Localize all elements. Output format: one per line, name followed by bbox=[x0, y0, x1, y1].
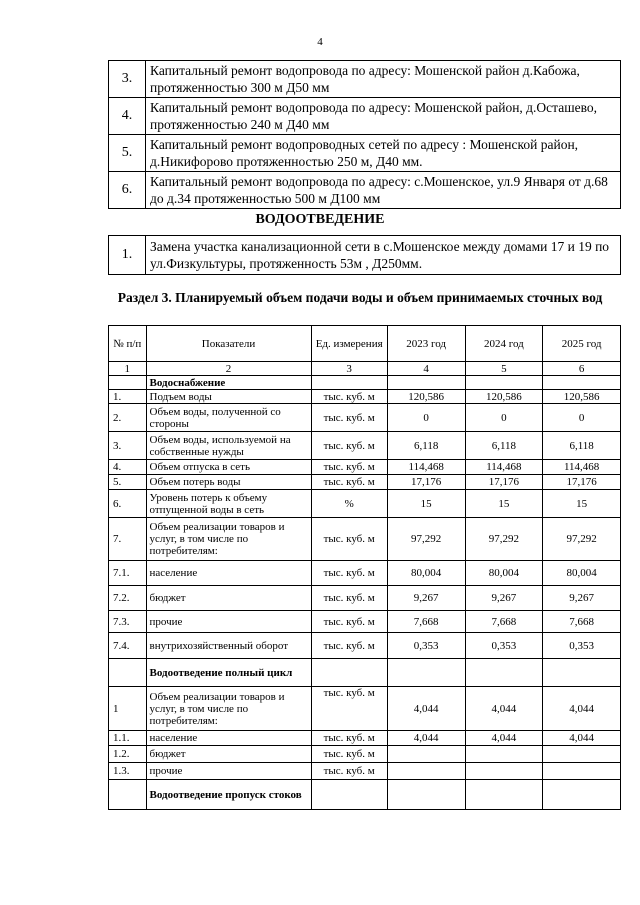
row-number: 3. bbox=[109, 61, 146, 98]
header-2025: 2025 год bbox=[543, 326, 621, 362]
drainage-works-table bbox=[108, 235, 621, 275]
unit: тыс. куб. м bbox=[311, 404, 387, 432]
table-row bbox=[109, 611, 621, 633]
value-2025: 0,353 bbox=[543, 633, 621, 659]
row-number bbox=[109, 780, 147, 810]
value-2023: 114,468 bbox=[387, 460, 465, 475]
value-2023 bbox=[387, 763, 465, 780]
row-number: 2. bbox=[109, 404, 147, 432]
unit: тыс. куб. м bbox=[311, 390, 387, 404]
unit: тыс. куб. м bbox=[311, 731, 387, 746]
value-2025: 120,586 bbox=[543, 390, 621, 404]
value-2024: 17,176 bbox=[465, 475, 543, 490]
row-number: 6. bbox=[109, 490, 147, 518]
table-row bbox=[109, 376, 621, 390]
row-number: 4. bbox=[109, 460, 147, 475]
table-row bbox=[109, 633, 621, 659]
unit: тыс. куб. м bbox=[311, 432, 387, 460]
value-2025: 4,044 bbox=[543, 687, 621, 731]
unit: % bbox=[311, 490, 387, 518]
value-2025: 7,668 bbox=[543, 611, 621, 633]
unit bbox=[311, 376, 387, 390]
value-2025: 17,176 bbox=[543, 475, 621, 490]
value-2024: 114,468 bbox=[465, 460, 543, 475]
table-row bbox=[109, 780, 621, 810]
row-number: 5. bbox=[109, 475, 147, 490]
value-2024: 4,044 bbox=[465, 687, 543, 731]
header-2023: 2023 год bbox=[387, 326, 465, 362]
value-2025 bbox=[543, 376, 621, 390]
table-row bbox=[109, 460, 621, 475]
row-number bbox=[109, 659, 147, 687]
value-2024: 6,118 bbox=[465, 432, 543, 460]
column-index: 5 bbox=[465, 362, 543, 376]
column-index: 6 bbox=[543, 362, 621, 376]
row-number bbox=[109, 376, 147, 390]
value-2024: 4,044 bbox=[465, 731, 543, 746]
value-2024 bbox=[465, 763, 543, 780]
row-number: 7.4. bbox=[109, 633, 147, 659]
value-2023: 6,118 bbox=[387, 432, 465, 460]
drainage-heading: ВОДООТВЕДЕНИЕ bbox=[255, 212, 385, 227]
table-row bbox=[109, 404, 621, 432]
table-row bbox=[109, 432, 621, 460]
value-2023 bbox=[387, 746, 465, 763]
row-number: 1 bbox=[109, 687, 147, 731]
table-body bbox=[109, 376, 621, 810]
value-2025: 80,004 bbox=[543, 561, 621, 586]
value-2023: 9,267 bbox=[387, 586, 465, 611]
unit: тыс. куб. м bbox=[311, 763, 387, 780]
table-row bbox=[109, 135, 621, 172]
value-2023 bbox=[387, 659, 465, 687]
work-description: Капитальный ремонт водопроводных сетей по адресу : Мошенской район, д.Никифорово протяженностью 250 м, Д40 мм. bbox=[146, 135, 621, 172]
water-supply-works-table bbox=[108, 60, 621, 209]
value-2024: 9,267 bbox=[465, 586, 543, 611]
value-2023: 0,353 bbox=[387, 633, 465, 659]
table-row bbox=[109, 490, 621, 518]
value-2025: 6,118 bbox=[543, 432, 621, 460]
value-2024: 80,004 bbox=[465, 561, 543, 586]
value-2025: 4,044 bbox=[543, 731, 621, 746]
indicator-name: Объем воды, используемой на собственные нужды bbox=[146, 432, 311, 460]
header-number: № п/п bbox=[109, 326, 147, 362]
value-2023: 80,004 bbox=[387, 561, 465, 586]
header-unit: Ед. измерения bbox=[311, 326, 387, 362]
value-2024 bbox=[465, 376, 543, 390]
value-2025: 97,292 bbox=[543, 518, 621, 561]
row-number: 7.2. bbox=[109, 586, 147, 611]
work-description: Капитальный ремонт водопровода по адресу: с.Мошенское, ул.9 Января от д.68 до д.34 протяженностью 500 м Д100 мм bbox=[146, 172, 621, 209]
value-2025: 114,468 bbox=[543, 460, 621, 475]
value-2024 bbox=[465, 659, 543, 687]
indicator-name: население bbox=[146, 731, 311, 746]
table-row bbox=[109, 61, 621, 98]
page-number: 4 bbox=[317, 36, 323, 48]
unit: тыс. куб. м bbox=[311, 475, 387, 490]
indicator-name: Уровень потерь к объему отпущенной воды в сеть bbox=[146, 490, 311, 518]
row-number: 1.3. bbox=[109, 763, 147, 780]
value-2023: 0 bbox=[387, 404, 465, 432]
value-2025: 9,267 bbox=[543, 586, 621, 611]
table-row bbox=[109, 172, 621, 209]
table-row bbox=[109, 659, 621, 687]
row-number: 7.1. bbox=[109, 561, 147, 586]
column-index: 3 bbox=[311, 362, 387, 376]
value-2023: 7,668 bbox=[387, 611, 465, 633]
row-number: 5. bbox=[109, 135, 146, 172]
unit: тыс. куб. м bbox=[311, 518, 387, 561]
work-description: Капитальный ремонт водопровода по адресу: Мошенской район, д.Осташево, протяженностью 240 м Д40 мм bbox=[146, 98, 621, 135]
row-number: 3. bbox=[109, 432, 147, 460]
unit: тыс. куб. м bbox=[311, 611, 387, 633]
row-number: 1.2. bbox=[109, 746, 147, 763]
unit: тыс. куб. м bbox=[311, 687, 387, 731]
table-row bbox=[109, 586, 621, 611]
column-index: 2 bbox=[146, 362, 311, 376]
row-number: 7.3. bbox=[109, 611, 147, 633]
table-row bbox=[109, 236, 621, 275]
volume-table bbox=[108, 325, 621, 810]
column-index-row bbox=[109, 362, 621, 376]
indicator-name: Объем потерь воды bbox=[146, 475, 311, 490]
value-2024 bbox=[465, 780, 543, 810]
table-row bbox=[109, 731, 621, 746]
value-2024: 97,292 bbox=[465, 518, 543, 561]
header-row bbox=[109, 326, 621, 362]
row-number: 7. bbox=[109, 518, 147, 561]
value-2024: 15 bbox=[465, 490, 543, 518]
table-row bbox=[109, 390, 621, 404]
header-indicator: Показатели bbox=[146, 326, 311, 362]
table-row bbox=[109, 561, 621, 586]
value-2025 bbox=[543, 746, 621, 763]
table-row bbox=[109, 746, 621, 763]
table-row bbox=[109, 687, 621, 731]
value-2025 bbox=[543, 763, 621, 780]
unit: тыс. куб. м bbox=[311, 561, 387, 586]
indicator-name: население bbox=[146, 561, 311, 586]
table-row bbox=[109, 98, 621, 135]
value-2023: 4,044 bbox=[387, 731, 465, 746]
indicator-name: Объем реализации товаров и услуг, в том числе по потребителям: bbox=[146, 518, 311, 561]
work-description: Замена участка канализационной сети в с.Мошенское между домами 17 и 19 по ул.Физкультуры, протяженность 53м , Д250мм. bbox=[146, 236, 621, 275]
header-2024: 2024 год bbox=[465, 326, 543, 362]
indicator-name: бюджет bbox=[146, 746, 311, 763]
row-number: 1. bbox=[109, 236, 146, 275]
work-description: Капитальный ремонт водопровода по адресу: Мошенской район д.Кабожа, протяженностью 300 м Д50 мм bbox=[146, 61, 621, 98]
column-index: 4 bbox=[387, 362, 465, 376]
indicator-name: Объем отпуска в сеть bbox=[146, 460, 311, 475]
value-2023: 4,044 bbox=[387, 687, 465, 731]
unit bbox=[311, 659, 387, 687]
table-row bbox=[109, 475, 621, 490]
indicator-name: прочие bbox=[146, 763, 311, 780]
indicator-name: Водоотведение пропуск стоков bbox=[146, 780, 311, 810]
value-2023: 17,176 bbox=[387, 475, 465, 490]
value-2023 bbox=[387, 780, 465, 810]
value-2025 bbox=[543, 780, 621, 810]
section-title: Раздел 3. Планируемый объем подачи воды и объем принимаемых сточных вод bbox=[117, 290, 603, 305]
indicator-name: внутрихозяйственный оборот bbox=[146, 633, 311, 659]
table-row bbox=[109, 518, 621, 561]
indicator-name: Объем реализации товаров и услуг, в том числе по потребителям: bbox=[146, 687, 311, 731]
value-2024: 120,586 bbox=[465, 390, 543, 404]
value-2025: 0 bbox=[543, 404, 621, 432]
row-number: 4. bbox=[109, 98, 146, 135]
unit: тыс. куб. м bbox=[311, 586, 387, 611]
unit: тыс. куб. м bbox=[311, 460, 387, 475]
indicator-name: Водоотведение полный цикл bbox=[146, 659, 311, 687]
unit: тыс. куб. м bbox=[311, 746, 387, 763]
value-2024: 0 bbox=[465, 404, 543, 432]
column-index: 1 bbox=[109, 362, 147, 376]
unit bbox=[311, 780, 387, 810]
row-number: 6. bbox=[109, 172, 146, 209]
indicator-name: Объем воды, полученной со стороны bbox=[146, 404, 311, 432]
value-2024: 7,668 bbox=[465, 611, 543, 633]
indicator-name: прочие bbox=[146, 611, 311, 633]
value-2025 bbox=[543, 659, 621, 687]
row-number: 1.1. bbox=[109, 731, 147, 746]
value-2024 bbox=[465, 746, 543, 763]
value-2025: 15 bbox=[543, 490, 621, 518]
value-2023: 120,586 bbox=[387, 390, 465, 404]
table-row bbox=[109, 763, 621, 780]
indicator-name: Подъем воды bbox=[146, 390, 311, 404]
indicator-name: Водоснабжение bbox=[146, 376, 311, 390]
indicator-name: бюджет bbox=[146, 586, 311, 611]
row-number: 1. bbox=[109, 390, 147, 404]
value-2024: 0,353 bbox=[465, 633, 543, 659]
unit: тыс. куб. м bbox=[311, 633, 387, 659]
value-2023 bbox=[387, 376, 465, 390]
value-2023: 97,292 bbox=[387, 518, 465, 561]
value-2023: 15 bbox=[387, 490, 465, 518]
